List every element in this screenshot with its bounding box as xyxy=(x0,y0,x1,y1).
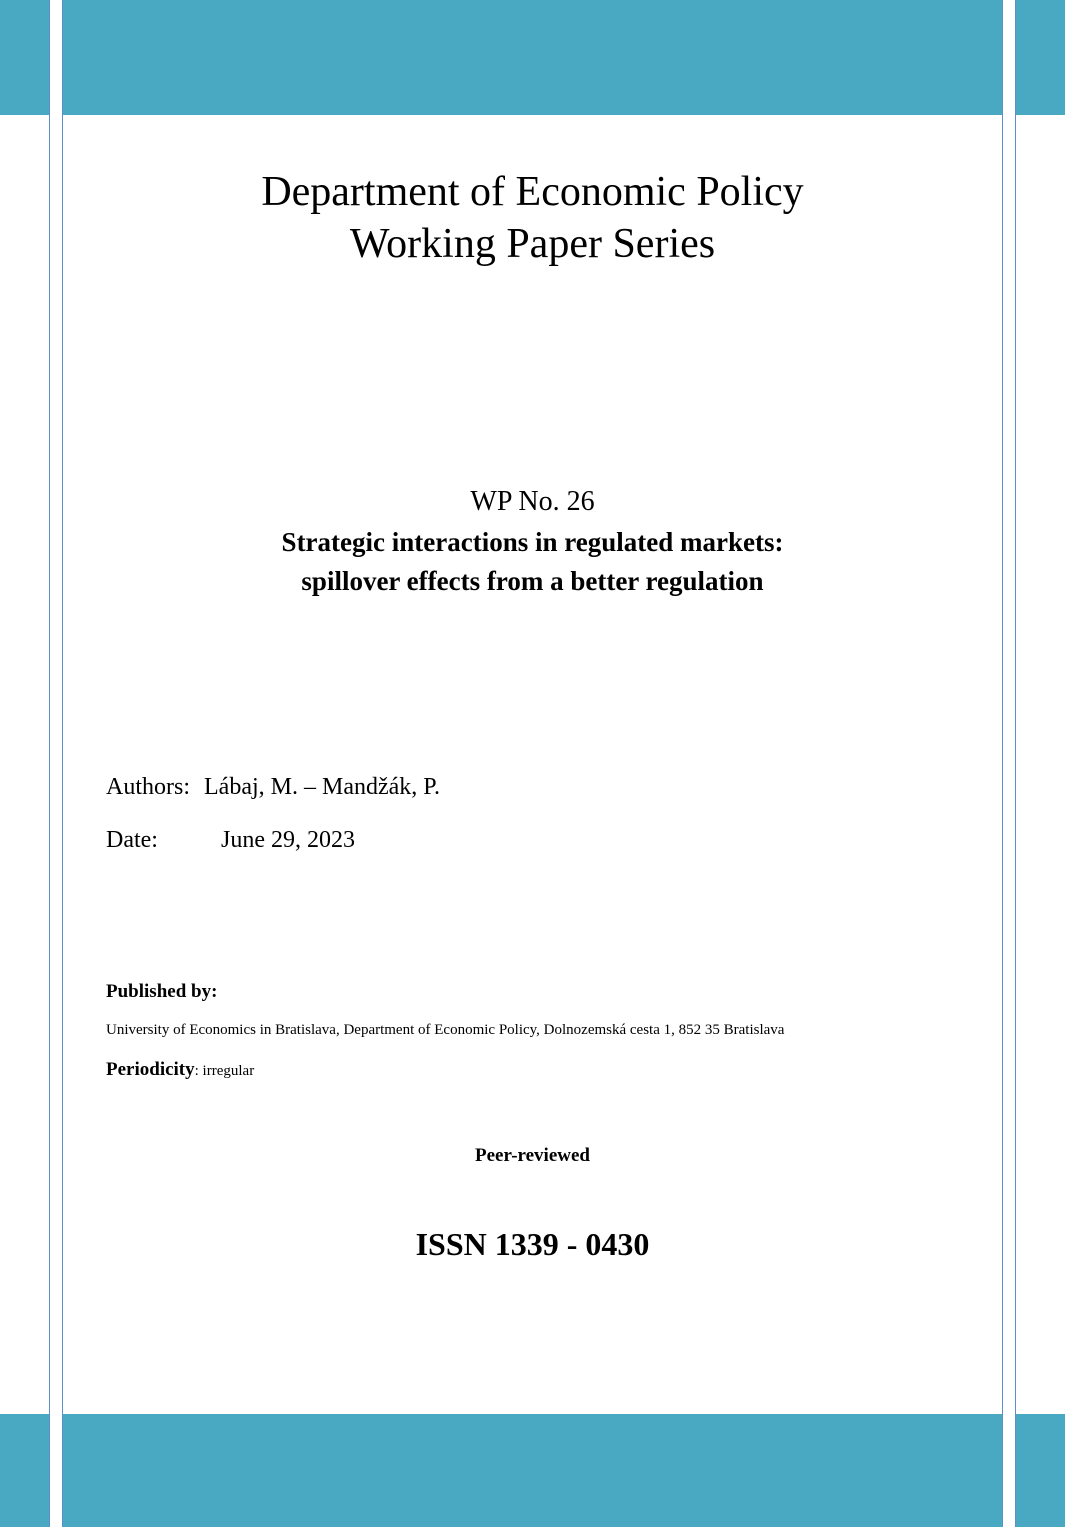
periodicity-value: : irregular xyxy=(194,1063,255,1079)
series-title xyxy=(60,166,1005,270)
border-line-right-outer xyxy=(1015,0,1016,1527)
bottom-band-right xyxy=(1016,1414,1065,1527)
date-value: June 29, 2023 xyxy=(221,827,355,853)
bottom-band-center xyxy=(62,1414,1002,1527)
date-row xyxy=(106,825,355,855)
series-name: Working Paper Series xyxy=(349,221,716,267)
periodicity-label: Periodicity xyxy=(106,1059,195,1080)
date-label: Date: xyxy=(106,827,158,853)
top-band-left xyxy=(0,0,49,115)
authors-row xyxy=(106,772,440,802)
paper-title-line2: spillover effects from a better regulation xyxy=(301,566,764,596)
paper-title xyxy=(60,523,1005,601)
authors-label: Authors: xyxy=(106,774,190,800)
top-band-center xyxy=(62,0,1002,115)
published-by-heading: Published by: xyxy=(106,981,218,1002)
border-line-left-outer xyxy=(49,0,50,1527)
peer-review-status: Peer-reviewed xyxy=(475,1145,590,1166)
working-paper-number: WP No. 26 xyxy=(470,486,595,517)
publisher-address: University of Economics in Bratislava, Department of Economic Policy, Dolnozemská cesta 1, 852 35 Bratislava xyxy=(106,1022,785,1038)
department-name: Department of Economic Policy xyxy=(261,169,804,215)
top-band-right xyxy=(1016,0,1065,115)
paper-title-line1: Strategic interactions in regulated markets: xyxy=(281,527,784,557)
authors-value: Lábaj, M. – Mandžák, P. xyxy=(204,774,440,800)
bottom-band-left xyxy=(0,1414,49,1527)
issn-number: ISSN 1339 - 0430 xyxy=(415,1226,650,1262)
periodicity-row xyxy=(106,1057,254,1084)
